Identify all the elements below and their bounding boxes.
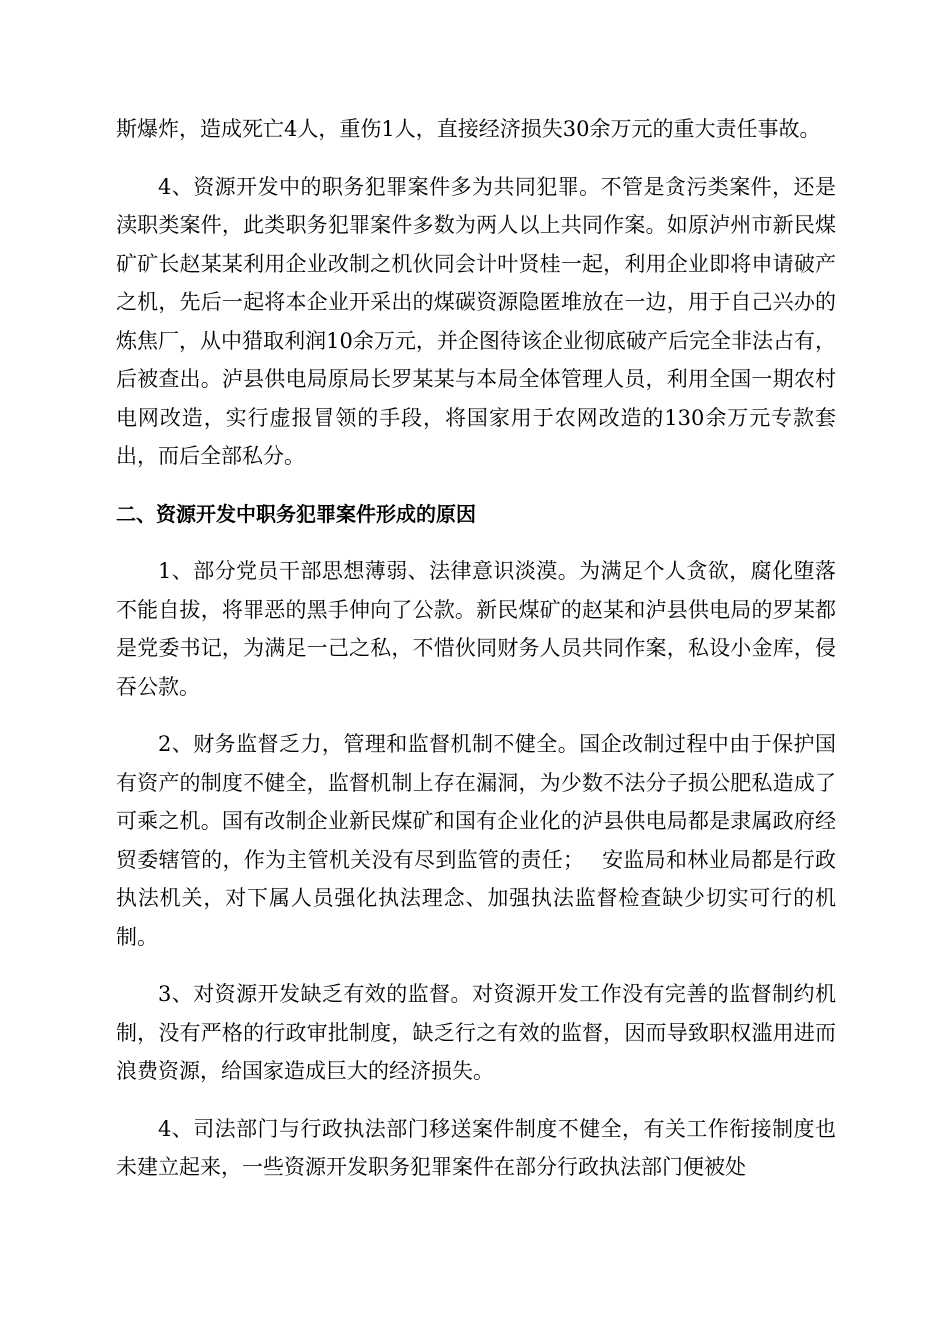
paragraph-reason-1: 1、部分党员干部思想薄弱、法律意识淡漠。为满足个人贪欲，腐化堕落不能自拔，将罪恶的黑手伸向了公款。新民煤矿的赵某和泸县供电局的罗某都是党委书记，为满足一己之私，不惜伙同财务人员共同作案，私设小金库，侵吞公款。 xyxy=(116,559,836,699)
paragraph-reason-4: 4、司法部门与行政执法部门移送案件制度不健全，有关工作衔接制度也未建立起来，一些资源开发职务犯罪案件在部分行政执法部门便被处 xyxy=(116,1116,836,1179)
paragraph-joint-crime: 4、资源开发中的职务犯罪案件多为共同犯罪。不管是贪污类案件，还是渎职类案件，此类职务犯罪案件多数为两人以上共同作案。如原泸州市新民煤矿矿长赵某某利用企业改制之机伙同会计叶贤桂一起，利用企业即将申请破产之机，先后一起将本企业开采出的煤碳资源隐匿堆放在一边，用于自己兴办的炼焦厂，从中猎取利润10余万元，并企图待该企业彻底破产后完全非法占有，后被查出。泸县供电局原局长罗某某与本局全体管理人员，利用全国一期农村电网改造，实行虚报冒领的手段，将国家用于农网改造的130余万元专款套出，而后全部私分。 xyxy=(116,174,836,468)
section-heading: 二、资源开发中职务犯罪案件形成的原因 xyxy=(116,501,476,526)
document-body xyxy=(116,110,836,1206)
paragraph-reason-2: 2、财务监督乏力，管理和监督机制不健全。国企改制过程中由于保护国有资产的制度不健全，监督机制上存在漏洞，为少数不法分子损公肥私造成了可乘之机。国有改制企业新民煤矿和国有企业化的泸县供电局都是隶属政府经贸委辖管的，作为主管机关没有尽到监管的责任； 安监局和林业局都是行政执法机关，对下属人员强化执法理念、加强执法监督检查缺少切实可行的机制。 xyxy=(116,732,836,949)
paragraph-reason-3: 3、对资源开发缺乏有效的监督。对资源开发工作没有完善的监督制约机制，没有严格的行政审批制度，缺乏行之有效的监督，因而导致职权滥用进而浪费资源，给国家造成巨大的经济损失。 xyxy=(116,982,836,1083)
paragraph-continued: 斯爆炸，造成死亡4人，重伤1人，直接经济损失30余万元的重大责任事故。 xyxy=(116,117,821,141)
